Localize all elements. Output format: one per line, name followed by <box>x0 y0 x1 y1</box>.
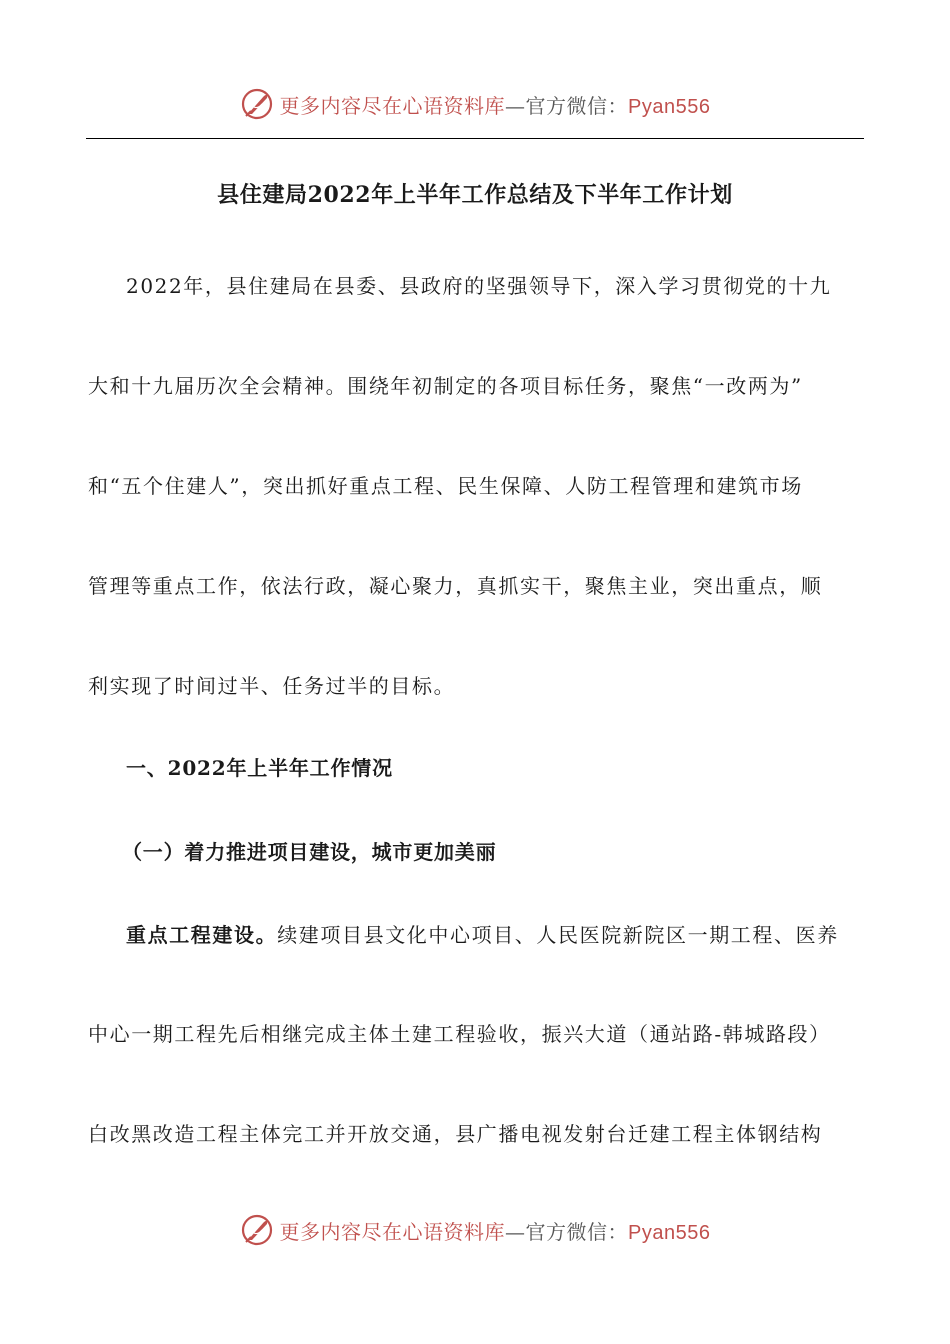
para2-line-2: 中心一期工程先后相继完成主体土建工程验收，振兴大道（通站路-韩城路段） <box>88 1022 831 1046</box>
document-title: 县住建局2022年上半年工作总结及下半年工作计划 <box>217 182 733 208</box>
footer-banner-text <box>280 1216 711 1245</box>
para2-line-1 <box>126 921 839 949</box>
footer-brand-text: 更多内容尽在心语资料库 <box>279 1219 506 1244</box>
intro-line-2: 大和十九届历次全会精神。围绕年初制定的各项目标任务，聚焦“一改两为” <box>88 374 803 398</box>
intro-line-5: 利实现了时间过半、任务过半的目标。 <box>88 674 456 698</box>
section-heading: 一、2022年上半年工作情况 <box>126 756 393 780</box>
intro-line-1: 2022年，县住建局在县委、县政府的坚强领导下，深入学习贯彻党的十九 <box>126 274 832 298</box>
para2-line-3: 白改黑改造工程主体完工并开放交通，县广播电视发射台迁建工程主体钢结构 <box>88 1122 823 1146</box>
header-banner <box>0 82 950 126</box>
footer-separator: — <box>505 1219 526 1244</box>
footer-label: 官方微信： <box>525 1219 629 1244</box>
header-divider <box>86 138 864 139</box>
header-wechat-id: Pyan556 <box>628 95 711 118</box>
quill-logo-icon <box>240 87 274 121</box>
footer-wechat-id: Pyan556 <box>628 1221 711 1244</box>
footer-banner <box>0 1208 950 1252</box>
para2-lead: 重点工程建设。 <box>126 923 278 947</box>
quill-logo-icon <box>240 1213 274 1247</box>
header-separator: — <box>505 93 526 118</box>
subsection-heading: （一）着力推进项目建设，城市更加美丽 <box>122 840 497 864</box>
header-banner-text <box>280 90 711 119</box>
intro-line-4: 管理等重点工作，依法行政，凝心聚力，真抓实干，聚焦主业，突出重点，顺 <box>88 574 823 598</box>
para2-line-1-text: 续建项目县文化中心项目、人民医院新院区一期工程、医养 <box>277 923 839 947</box>
header-label: 官方微信： <box>525 93 629 118</box>
header-brand-text: 更多内容尽在心语资料库 <box>279 93 506 118</box>
intro-line-3: 和“五个住建人”，突出抓好重点工程、民生保障、人防工程管理和建筑市场 <box>88 474 803 498</box>
